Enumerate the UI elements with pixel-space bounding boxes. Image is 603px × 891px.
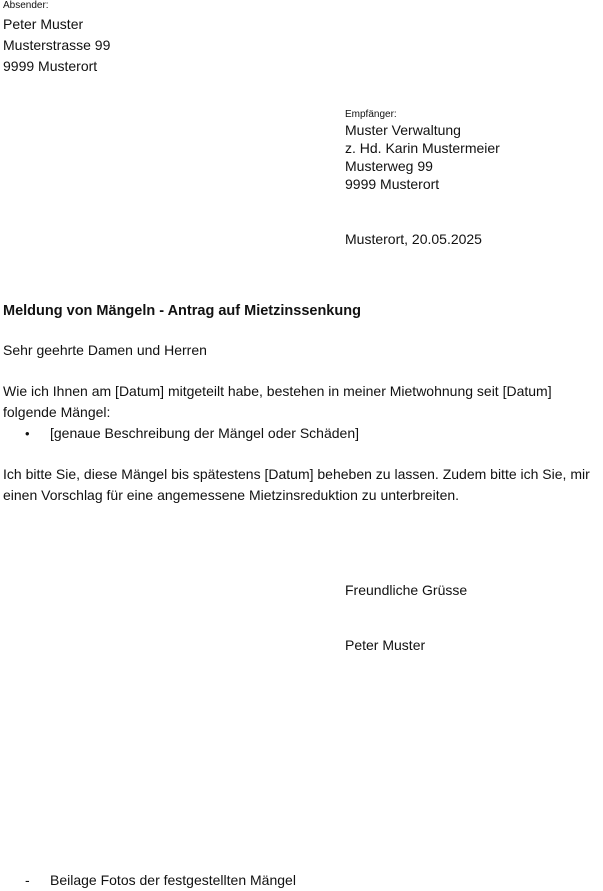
subject-heading: Meldung von Mängeln - Antrag auf Mietzinssenkung <box>3 303 361 319</box>
closing: Freundliche Grüsse <box>345 582 468 598</box>
list-item <box>25 423 359 444</box>
enclosure-text: Beilage Fotos der festgestellten Mängel <box>50 872 296 888</box>
signature-name: Peter Muster <box>345 637 426 653</box>
recipient-street: Musterweg 99 <box>345 158 433 174</box>
sender-label: Absender: <box>3 0 49 11</box>
recipient-block <box>345 108 500 193</box>
sender-street: Musterstrasse 99 <box>3 37 111 53</box>
sender-name: Peter Muster <box>3 16 84 32</box>
sender-block <box>3 0 110 77</box>
place-date: Musterort, 20.05.2025 <box>345 231 482 247</box>
enclosure-dash-icon: - <box>25 872 30 888</box>
enclosure-line <box>25 870 296 891</box>
list-item-text: [genaue Beschreibung der Mängel oder Schäden] <box>50 425 359 441</box>
recipient-company: Muster Verwaltung <box>345 122 461 138</box>
paragraph-request: Ich bitte Sie, diese Mängel bis spätestens [Datum] beheben zu lassen. Zudem bitte ich Sie, mir einen Vorschlag für eine angemessene Mietzinsreduktion zu unterbreiten. <box>3 466 590 503</box>
recipient-attention: z. Hd. Karin Mustermeier <box>345 140 500 156</box>
recipient-city: 9999 Musterort <box>345 176 440 192</box>
salutation: Sehr geehrte Damen und Herren <box>3 342 207 358</box>
sender-city: 9999 Musterort <box>3 58 98 74</box>
bullet-icon: • <box>25 426 30 441</box>
recipient-label: Empfänger: <box>345 109 397 120</box>
paragraph-defects-intro: Wie ich Ihnen am [Datum] mitgeteilt habe, bestehen in meiner Mietwohnung seit [Datum] folgende Mängel: <box>3 383 552 420</box>
